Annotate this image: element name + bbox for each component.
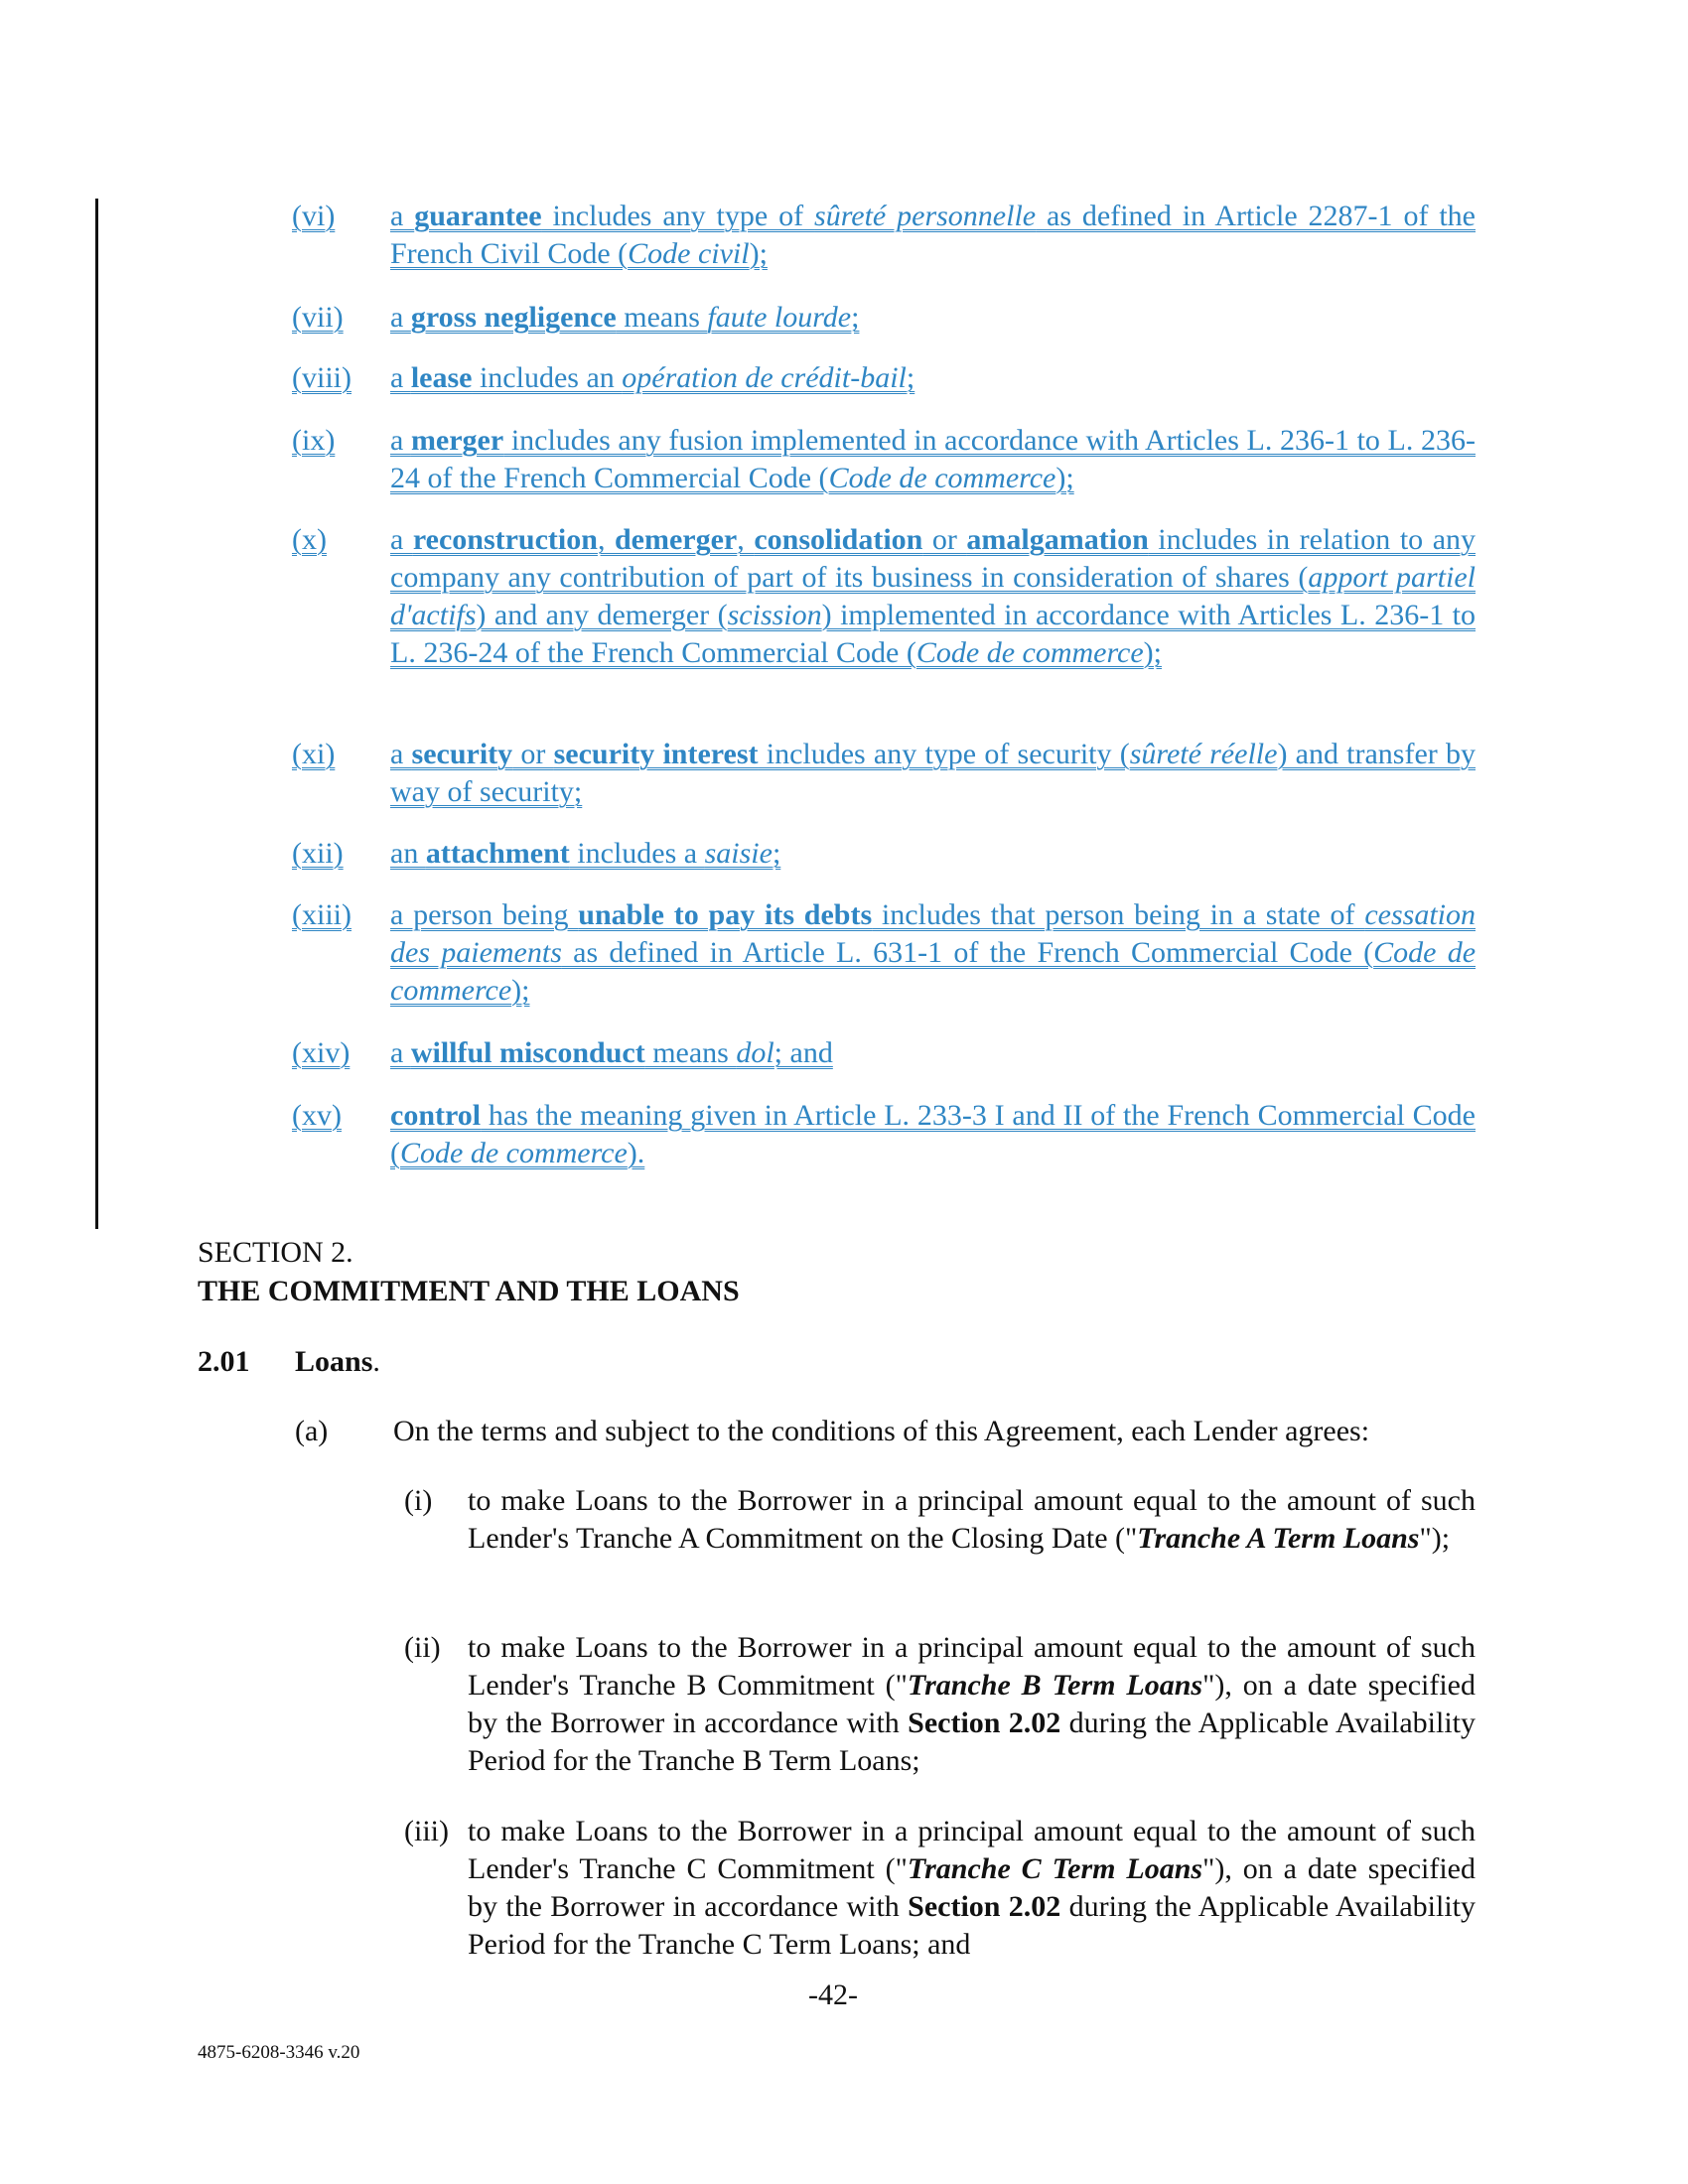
definition-item: [292, 521, 1476, 672]
text-run: includes in relation to any company any contribution of part of its business in consideration of shares (: [390, 523, 1477, 594]
emphasis-text: Tranche C Term Loans: [907, 1852, 1203, 1885]
definition-text: [390, 299, 1476, 337]
emphasis-text: Tranche B Term Loans: [907, 1669, 1203, 1702]
document-id: 4875-6208-3346 v.20: [198, 2042, 360, 2063]
definition-text: [390, 1034, 1476, 1072]
emphasis-text: attachment: [425, 837, 570, 870]
definition-text: [390, 1097, 1476, 1172]
text-run: to make Loans to the Borrower in a principal amount equal to the amount of such Lender's Tranche A Commitment on the Closing Date (": [468, 1484, 1476, 1555]
definition-item: [292, 1097, 1476, 1172]
text-run: );: [1143, 636, 1162, 669]
text-run: as defined in Article 2287-1 of the French Civil Code (: [390, 200, 1476, 270]
definition-number: (viii): [292, 361, 352, 394]
emphasis-text: security interest: [553, 738, 759, 770]
definition-item: [292, 422, 1476, 497]
emphasis-text: dol: [736, 1036, 774, 1069]
text-run: ;: [906, 361, 915, 394]
text-run: ) implemented in accordance with Articles L. 236-1 to L. 236-24 of the French Commercial Code (: [390, 599, 1476, 669]
text-run: includes any type of security (: [758, 738, 1130, 770]
text-run: );: [511, 974, 530, 1007]
text-run: );: [749, 237, 768, 270]
text-run: a: [390, 1036, 411, 1069]
text-run: );: [1055, 462, 1074, 494]
subitem-text: [468, 1629, 1476, 1780]
definition-number: (xii): [292, 837, 344, 870]
definition-text: [390, 422, 1476, 497]
text-run: ).: [627, 1137, 645, 1169]
definition-number: (vi): [292, 200, 336, 232]
definition-item: [292, 896, 1476, 1010]
text-run: ,: [597, 523, 615, 556]
text-run: ");: [1419, 1522, 1451, 1555]
definition-number: (xv): [292, 1099, 342, 1132]
text-run: ; and: [774, 1036, 833, 1069]
clause-heading: [295, 1343, 380, 1381]
text-run: or: [512, 738, 554, 770]
emphasis-text: Section 2.02: [908, 1890, 1061, 1923]
emphasis-text: Code de commerce: [390, 936, 1477, 1007]
text-run: during the Applicable Availability Period for the Tranche B Term Loans;: [468, 1706, 1476, 1777]
text-run: includes that person being in a state of: [872, 898, 1365, 931]
emphasis-text: consolidation: [754, 523, 923, 556]
emphasis-text: control: [390, 1099, 482, 1132]
emphasis-text: Tranche A Term Loans: [1137, 1522, 1420, 1555]
subitem-item: [404, 1629, 1476, 1780]
text-run: to make Loans to the Borrower in a principal amount equal to the amount of such Lender's Tranche B Commitment (": [468, 1631, 1476, 1702]
definition-number: (xi): [292, 738, 336, 770]
subitem-text: [468, 1813, 1476, 1964]
page-number: -42-: [808, 1979, 858, 2011]
text-run: a person being: [390, 898, 579, 931]
definition-number: (vii): [292, 301, 344, 334]
text-run: during the Applicable Availability Period for the Tranche C Term Loans; and: [468, 1890, 1476, 1961]
emphasis-text: Code civil: [628, 237, 750, 270]
definition-item: [292, 198, 1476, 273]
section-title: THE COMMITMENT AND THE LOANS: [198, 1275, 740, 1307]
emphasis-text: Code de commerce: [400, 1137, 628, 1169]
text-run: ;: [772, 837, 781, 870]
text-run: ,: [737, 523, 755, 556]
definition-item: [292, 299, 1476, 337]
definition-text: [390, 359, 1476, 397]
definition-text: [390, 198, 1476, 273]
text-run: a: [390, 424, 411, 457]
definition-text: [390, 835, 1476, 873]
emphasis-text: security: [411, 738, 513, 770]
text-run: or: [922, 523, 967, 556]
definition-item: [292, 1034, 1476, 1072]
emphasis-text: cessation des paiements: [390, 898, 1476, 969]
text-run: a: [390, 523, 413, 556]
emphasis-text: Code de commerce: [828, 462, 1056, 494]
text-run: ;: [851, 301, 860, 334]
emphasis-text: willful misconduct: [410, 1036, 645, 1069]
text-run: means: [616, 301, 708, 334]
emphasis-text: sûreté réelle: [1129, 738, 1278, 770]
text-run: ) and any demerger (: [476, 599, 728, 631]
para-a-text: On the terms and subject to the conditions of this Agreement, each Lender agrees:: [393, 1415, 1370, 1447]
text-run: a: [390, 738, 412, 770]
emphasis-text: merger: [410, 424, 504, 457]
text-run: "), on a date specified by the Borrower in accordance with: [468, 1669, 1476, 1739]
text-run: includes any fusion implemented in accordance with Articles L. 236-1 to L. 236-24 of the French Commercial Code (: [390, 424, 1476, 494]
definition-text: [390, 736, 1476, 811]
clause-period: .: [372, 1345, 380, 1378]
emphasis-text: Section 2.02: [908, 1706, 1061, 1739]
text-run: ) and transfer by way of security;: [390, 738, 1476, 808]
emphasis-text: opération de crédit-bail: [622, 361, 907, 394]
definition-number: (xiii): [292, 898, 352, 931]
emphasis-text: apport partiel d'actifs: [390, 561, 1476, 631]
change-bar: [95, 199, 98, 1229]
subitem-item: [404, 1813, 1476, 1964]
para-a-num: (a): [295, 1415, 329, 1447]
emphasis-text: unable to pay its debts: [578, 898, 873, 931]
emphasis-text: amalgamation: [966, 523, 1149, 556]
text-run: means: [644, 1036, 737, 1069]
emphasis-text: scission: [727, 599, 822, 631]
subitem-number: (ii): [404, 1631, 441, 1664]
subitem-number: (i): [404, 1484, 433, 1517]
subitem-text: [468, 1482, 1476, 1558]
clause-title: Loans: [295, 1345, 373, 1378]
text-run: includes a: [569, 837, 705, 870]
definition-text: [390, 896, 1476, 1010]
section-label: SECTION 2.: [198, 1236, 353, 1269]
emphasis-text: lease: [410, 361, 473, 394]
definition-number: (ix): [292, 424, 336, 457]
subitem-item: [404, 1482, 1476, 1558]
emphasis-text: guarantee: [414, 200, 542, 232]
definition-number: (x): [292, 523, 327, 556]
definition-text: [390, 521, 1476, 672]
subitem-number: (iii): [404, 1815, 449, 1847]
definition-item: [292, 736, 1476, 811]
emphasis-text: saisie: [704, 837, 773, 870]
text-run: a: [390, 301, 411, 334]
emphasis-text: Code de commerce: [915, 636, 1144, 669]
text-run: an: [390, 837, 426, 870]
emphasis-text: demerger: [615, 523, 738, 556]
definition-item: [292, 835, 1476, 873]
text-run: "), on a date specified by the Borrower in accordance with: [468, 1852, 1476, 1923]
text-run: includes an: [472, 361, 623, 394]
text-run: a: [390, 200, 415, 232]
emphasis-text: gross negligence: [410, 301, 617, 334]
emphasis-text: faute lourde: [707, 301, 852, 334]
emphasis-text: reconstruction: [412, 523, 598, 556]
clause-number: 2.01: [198, 1345, 250, 1378]
text-run: includes any type of: [541, 200, 815, 232]
definition-item: [292, 359, 1476, 397]
text-run: a: [390, 361, 411, 394]
text-run: has the meaning given in Article L. 233-3 I and II of the French Commercial Code (: [390, 1099, 1476, 1169]
text-run: to make Loans to the Borrower in a principal amount equal to the amount of such Lender's Tranche C Commitment (": [468, 1815, 1476, 1885]
definition-number: (xiv): [292, 1036, 351, 1069]
emphasis-text: sûreté personnelle: [814, 200, 1037, 232]
text-run: as defined in Article L. 631-1 of the French Commercial Code (: [561, 936, 1374, 969]
